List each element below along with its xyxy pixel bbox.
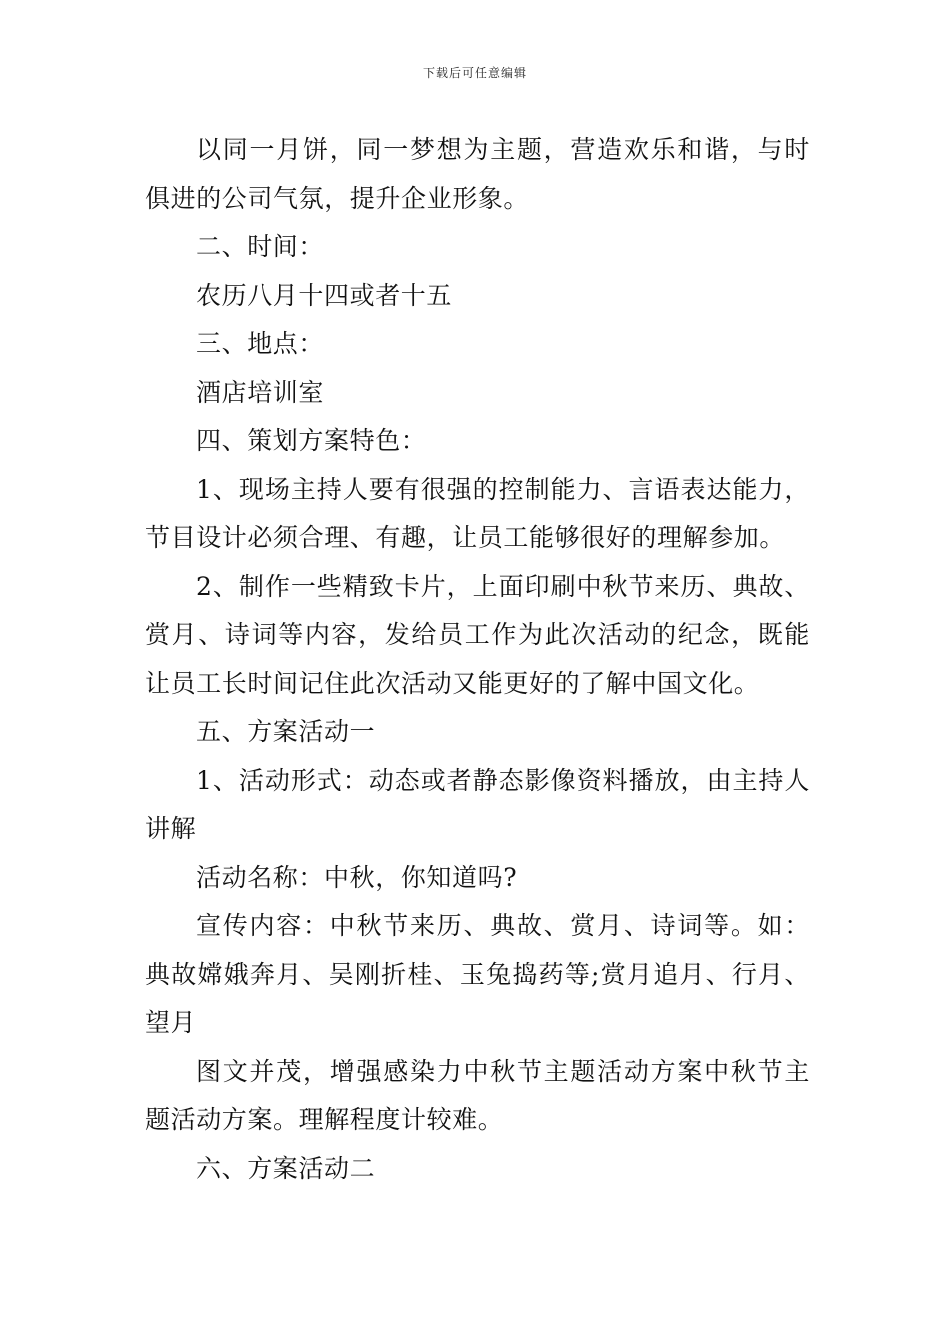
heading-plan-features: 四、策划方案特色： <box>196 426 427 455</box>
paragraph-time: 农历八月十四或者十五 <box>196 280 453 310</box>
document-body <box>145 126 810 1193</box>
paragraph-promo-content: 宣传内容：中秋节来历、典故、赏月、诗词等。如：典故嫦娥奔月、吴刚折桂、玉兔捣药等;赏月追月、行月、望月 <box>145 911 810 1037</box>
paragraph-feature-2: 2、制作一些精致卡片，上面印刷中秋节来历、典故、赏月、诗词等内容，发给员工作为此次活动的纪念，既能让员工长时间记住此次活动又能更好的了解中国文化。 <box>145 571 810 698</box>
paragraph-activity-name: 活动名称：中秋，你知道吗? <box>196 862 518 892</box>
page-header-note: 下载后可任意编辑 <box>422 66 527 80</box>
heading-activity-1: 五、方案活动一 <box>196 717 376 746</box>
paragraph-theme: 以同一月饼，同一梦想为主题，营造欢乐和谐，与时俱进的公司气氛，提升企业形象。 <box>145 135 810 213</box>
paragraph-location: 酒店培训室 <box>196 377 325 407</box>
paragraph-feature-1: 1、现场主持人要有很强的控制能力、言语表达能力，节目设计必须合理、有趣，让员工能够很好的理解参加。 <box>145 474 810 552</box>
heading-activity-2: 六、方案活动二 <box>196 1153 376 1183</box>
heading-location: 三、地点： <box>196 329 325 358</box>
paragraph-activity-form: 1、活动形式：动态或者静态影像资料播放，由主持人讲解 <box>145 765 810 843</box>
paragraph-illustration: 图文并茂，增强感染力中秋节主题活动方案中秋节主题活动方案。理解程度计较难。 <box>145 1056 810 1134</box>
heading-time: 二、时间： <box>196 232 325 261</box>
